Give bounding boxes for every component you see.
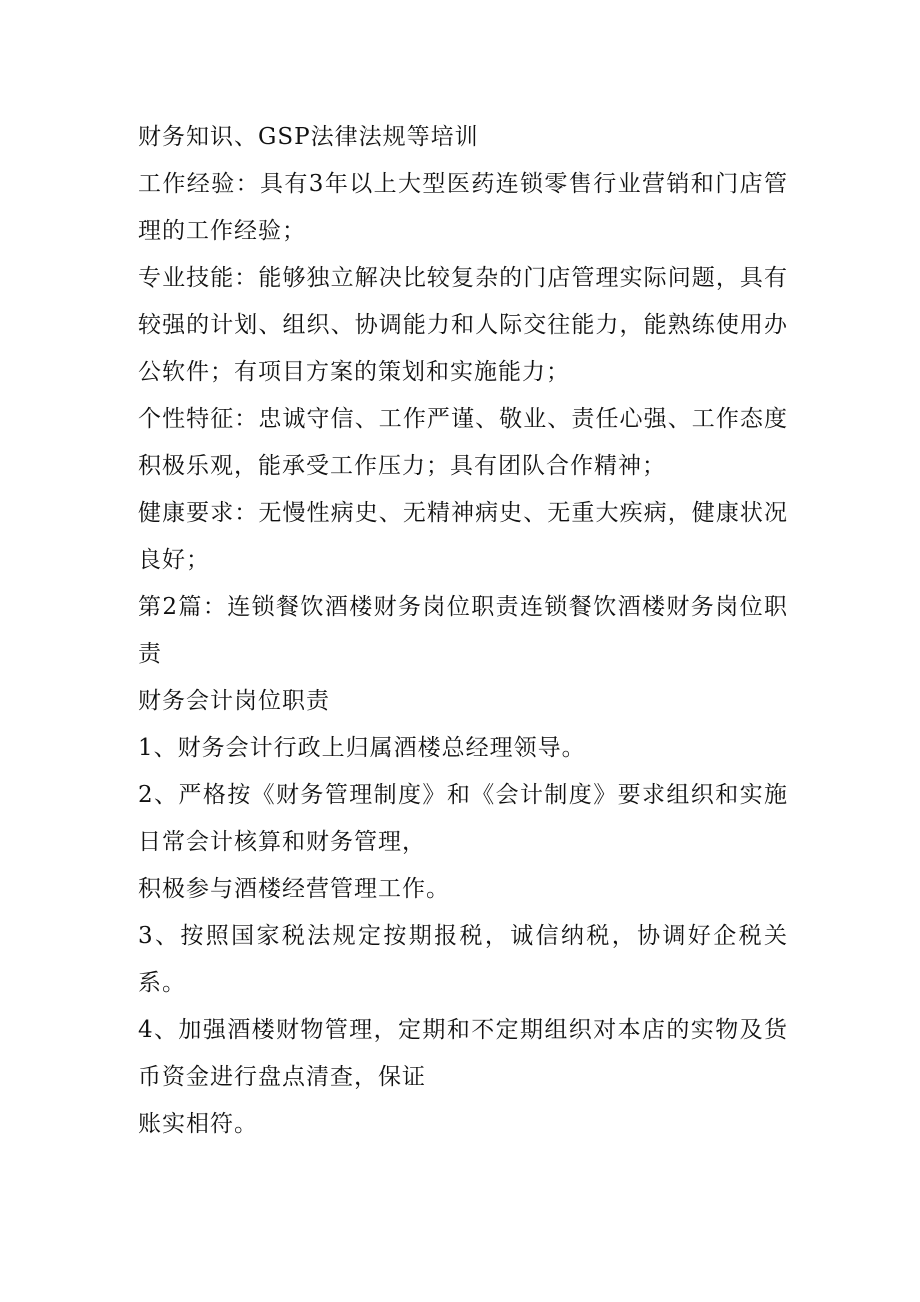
paragraph-professional-skills: 专业技能：能够独立解决比较复杂的门店管理实际问题，具有较强的计划、组织、协调能力和人际交往能力，能熟练使用办公软件；有项目方案的策划和实施能力； (138, 265, 788, 385)
list-item-2: 2、严格按《财务管理制度》和《会计制度》要求组织和实施日常会计核算和财务管理， (138, 782, 788, 855)
list-item-4-continued: 账实相符。 (138, 1111, 258, 1137)
paragraph-work-experience: 工作经验：具有3年以上大型医药连锁零售行业营销和门店管理的工作经验； (138, 171, 788, 244)
document-body (138, 114, 788, 1148)
list-item-4: 4、加强酒楼财物管理，定期和不定期组织对本店的实物及货币资金进行盘点清查，保证 (138, 1017, 788, 1090)
list-item-2-continued: 积极参与酒楼经营管理工作。 (138, 876, 450, 902)
paragraph-personality: 个性特征：忠诚守信、工作严谨、敬业、责任心强、工作态度积极乐观，能承受工作压力；具有团队合作精神； (138, 406, 788, 479)
section-heading-part-2: 第2篇：连锁餐饮酒楼财务岗位职责连锁餐饮酒楼财务岗位职责 (138, 594, 788, 667)
list-item-3: 3、按照国家税法规定按期报税，诚信纳税，协调好企税关系。 (138, 923, 788, 996)
paragraph-training: 财务知识、GSP法律法规等培训 (138, 124, 479, 150)
subheading-accounting-duties: 财务会计岗位职责 (138, 688, 330, 714)
list-item-1: 1、财务会计行政上归属酒楼总经理领导。 (138, 735, 586, 761)
paragraph-health: 健康要求：无慢性病史、无精神病史、无重大疾病，健康状况良好； (138, 500, 788, 573)
